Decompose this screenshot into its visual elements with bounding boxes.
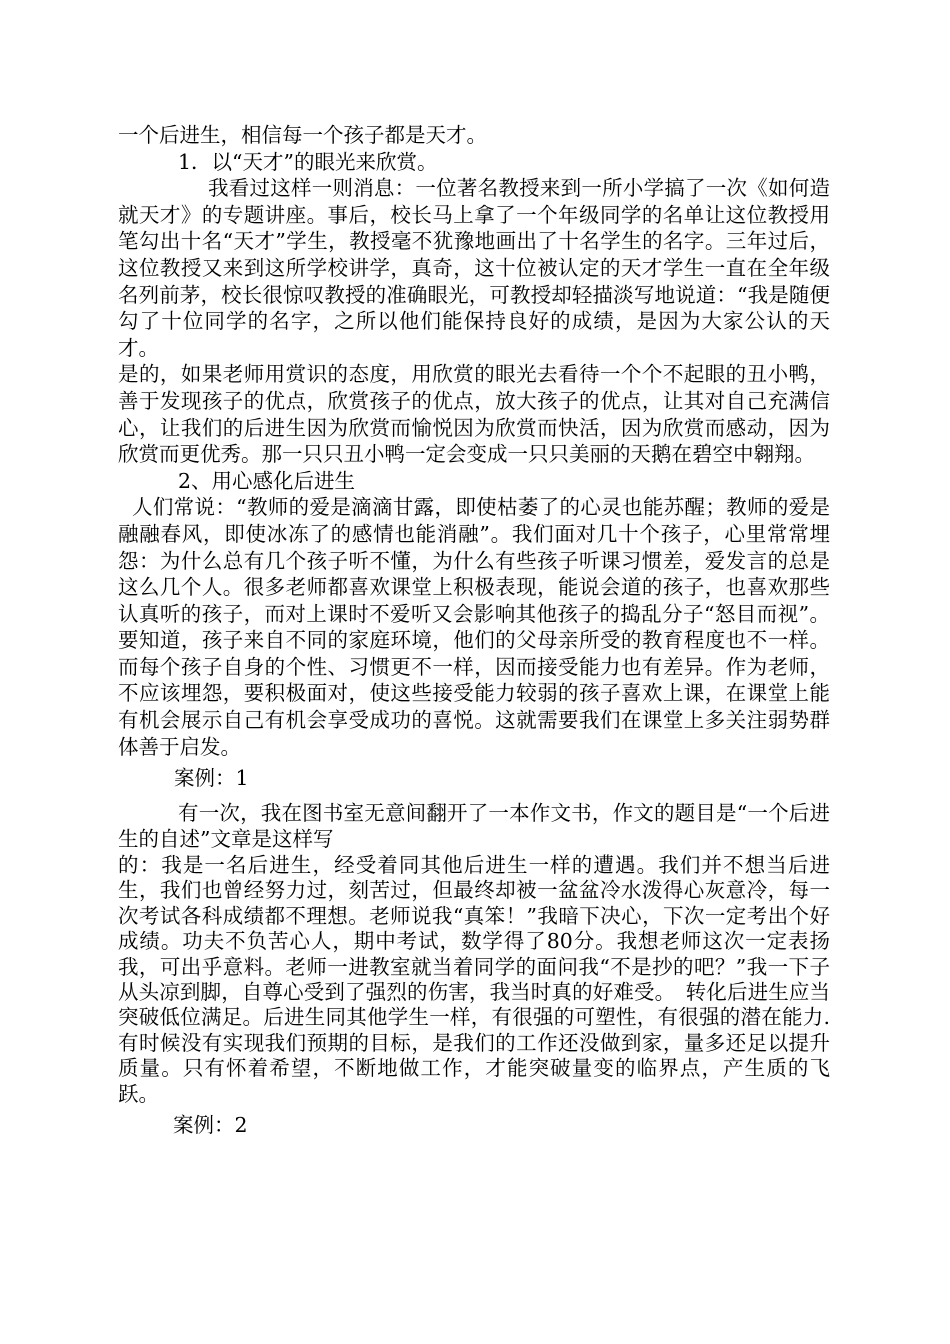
case-2-label: 案例：2 xyxy=(173,1113,248,1138)
paragraph-intro: 一个后进生，相信每一个孩子都是天才。 xyxy=(118,123,487,147)
paragraph-teacher-love: 人们常说：“教师的爱是滴滴甘露，即使枯萎了的心灵也能苏醒；教师的爱是融融春风，即使冰冻了的感情也能消融”。我们面对几十个孩子，心里常常埋怨：为什么总有几个孩子听不懂，为什么有些孩子听课习惯差，爱发言的总是这么几个人。很多老师都喜欢课堂上积极表现，能说会道的孩子，也喜欢那些认真听的孩子，而对上课时不爱听又会影响其他孩子的捣乱分子“怒目而视”。要知道，孩子来自不同的家庭环境，他们的父母亲所受的教育程度也不一样。而每个孩子自身的个性、习惯更不一样，因而接受能力也有差异。作为老师，不应该埋怨，要积极面对，使这些接受能力较弱的孩子喜欢上课，在课堂上能有机会展示自己有机会享受成功的喜悦。这就需要我们在课堂上多关注弱势群体善于启发。 xyxy=(118,495,830,759)
heading-1: 1．以“天才”的眼光来欣赏。 xyxy=(178,149,438,174)
paragraph-case-1-intro: 有一次，我在图书室无意间翻开了一本作文书，作文的题目是“一个后进生的自述”文章是这样写 xyxy=(118,800,830,852)
heading-2: 2、用心感化后进生 xyxy=(178,468,356,493)
case-1-label: 案例：1 xyxy=(174,766,249,791)
document-page xyxy=(118,122,830,1139)
paragraph-case-1-story: 的：我是一名后进生，经受着同其他后进生一样的遭遇。我们并不想当后进生，我们也曾经努力过，刻苦过，但最终却被一盆盆冷水泼得心灰意冷，每一次考试各科成绩都不理想。老师说我“真笨！”我暗下决心，下次一定考出个好成绩。功夫不负苦心人，期中考试，数学得了80分。我想老师这次一定表扬我，可出乎意料。老师一进教室就当着同学的面问我“不是抄的吧？”我一下子从头凉到脚，自尊心受到了强烈的伤害，我当时真的好难受。 转化后进生应当突破低位满足。后进生同其他学生一样，有很强的可塑性，有很强的潜在能力.有时候没有实现我们预期的目标，是我们的工作还没做到家，量多还足以提升质量。只有怀着希望，不断地做工作，才能突破量变的临界点，产生质的飞跃。 xyxy=(118,853,830,1106)
paragraph-story: 我看过这样一则消息：一位著名教授来到一所小学搞了一次《如何造就天才》的专题讲座。事后，校长马上拿了一个年级同学的名单让这位教授用笔勾出十名“天才”学生，教授毫不犹豫地画出了十名学生的名字。三年过后，这位教授又来到这所学校讲学，真奇，这十位被认定的天才学生一直在全年级名列前茅，校长很惊叹教授的准确眼光，可教授却轻描淡写地说道：“我是随便勾了十位同学的名字，之所以他们能保持良好的成绩，是因为大家公认的天才。 xyxy=(118,176,830,360)
paragraph-appreciation: 是的，如果老师用赏识的态度，用欣赏的眼光去看待一个个不起眼的丑小鸭，善于发现孩子的优点，欣赏孩子的优点，放大孩子的优点，让其对自己充满信心，让我们的后进生因为欣赏而愉悦因为欣赏而快活，因为欣赏而感动，因为欣赏而更优秀。那一只只丑小鸭一定会变成一只只美丽的天鹅在碧空中翱翔。 xyxy=(118,362,830,467)
